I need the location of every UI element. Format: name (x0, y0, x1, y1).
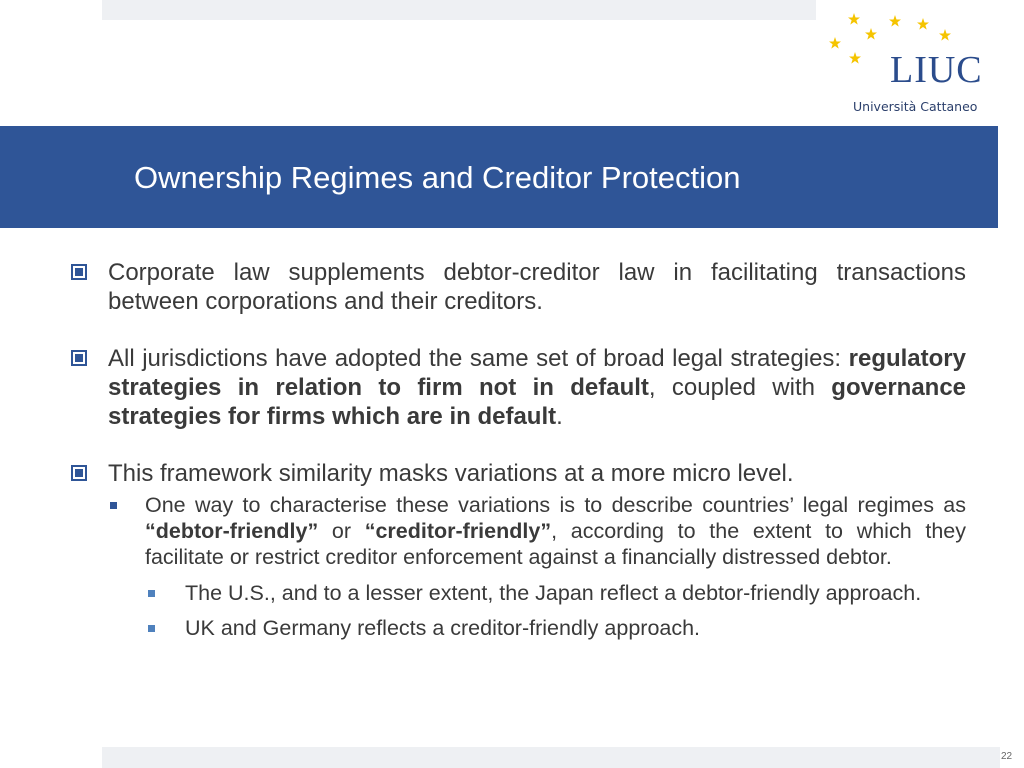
slide-content (68, 258, 966, 641)
small-square-bullet-icon (148, 625, 155, 632)
logo-subtitle: Università Cattaneo (853, 99, 978, 114)
bullet-2-part1: All jurisdictions have adopted the same set of broad legal strategies: (108, 345, 849, 372)
sub-bullet-1-bold2: “creditor-friendly” (364, 519, 552, 543)
bullet-1-text: Corporate law supplements debtor-creditor law in facilitating transactions between corporations and their creditors. (108, 259, 966, 315)
bullet-2-part3: . (556, 403, 563, 430)
sub-sub-bullet-2 (185, 615, 966, 641)
sub-bullet-1-part3: , according to the extent to which they facilitate or restrict creditor enforcement against a financially distressed debtor. (145, 519, 966, 569)
sub-sub-bullet-1-text: The U.S., and to a lesser extent, the Japan reflect a debtor-friendly approach. (185, 581, 922, 605)
square-bullet-icon (71, 264, 87, 280)
sub-sub-bullet-2-text: UK and Germany reflects a creditor-friendly approach. (185, 616, 701, 640)
bullet-2-part2: , coupled with (648, 374, 832, 401)
bottom-decorative-strip (102, 747, 1000, 768)
square-bullet-icon (71, 465, 87, 481)
small-square-bullet-icon (148, 590, 155, 597)
bullet-1 (68, 258, 966, 316)
bullet-2-bold1: regulatory strategies in relation to firm not in default (108, 345, 966, 401)
top-decorative-strip (102, 0, 816, 20)
bullet-2 (68, 344, 966, 431)
bullet-3 (68, 459, 966, 488)
small-square-bullet-icon (110, 502, 117, 509)
slide-title: Ownership Regimes and Creditor Protection (134, 160, 741, 195)
sub-bullet-1-part1: One way to characterise these variations is to describe countries’ legal regimes as (145, 493, 966, 517)
bullet-2-bold2: governance strategies for firms which are in default (108, 374, 967, 430)
sub-bullet-1 (145, 492, 966, 570)
sub-sub-bullet-1 (185, 580, 966, 606)
sub-bullet-1-part2: or (318, 519, 365, 543)
logo-wordmark: LIUC (890, 49, 983, 91)
page-number: 22 (1001, 751, 1013, 762)
square-bullet-icon (71, 350, 87, 366)
sub-bullet-1-bold1: “debtor-friendly” (145, 519, 319, 543)
bullet-3-text: This framework similarity masks variations at a more micro level. (108, 460, 794, 487)
